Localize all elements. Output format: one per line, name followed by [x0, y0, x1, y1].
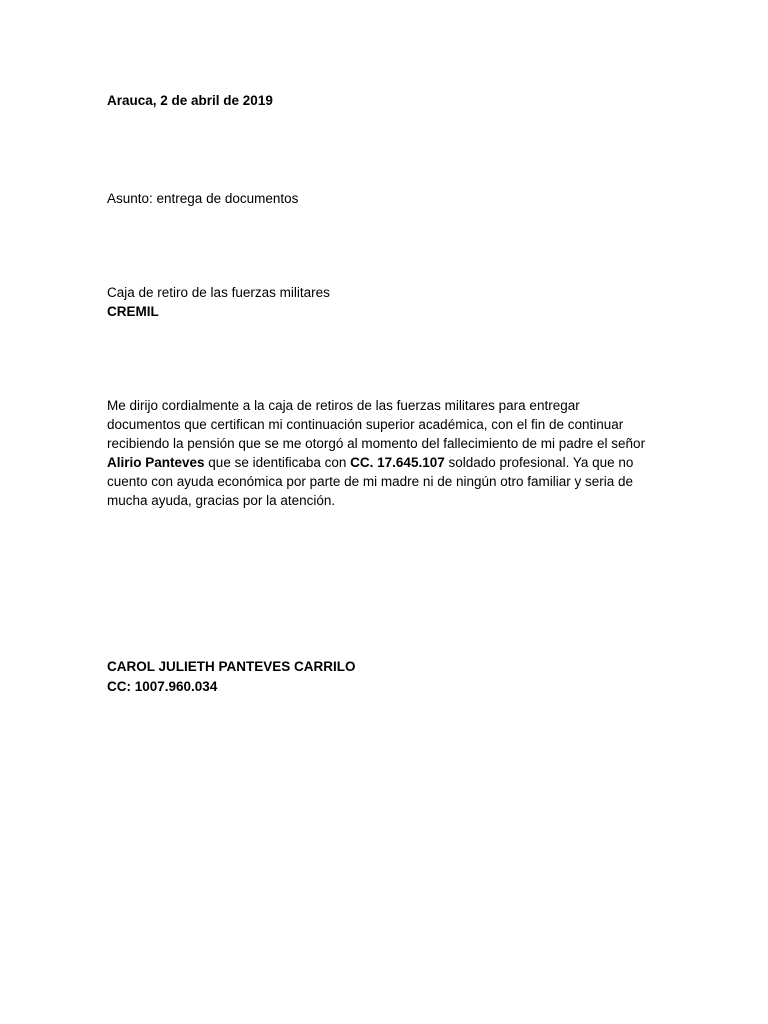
- signer-id: CC: 1007.960.034: [107, 679, 218, 694]
- body-line-3: recibiendo la pensión que se me otorgó al momento del fallecimiento de mi padre el señor: [107, 436, 646, 451]
- letter-body: [107, 396, 667, 510]
- signature-block: [107, 657, 667, 697]
- body-line-5: cuento con ayuda económica por parte de mi madre ni de ningún otro familiar y seria de: [107, 474, 634, 489]
- body-line-4-middle: que se identificaba con: [204, 455, 351, 470]
- body-line-1: Me dirijo cordialmente a la caja de retiros de las fuerzas militares para entregar: [107, 398, 580, 413]
- body-line-4: [107, 453, 667, 472]
- father-id: CC. 17.645.107: [350, 455, 445, 470]
- recipient-acronym: CREMIL: [107, 304, 159, 319]
- body-line-6: mucha ayuda, gracias por la atención.: [107, 493, 336, 508]
- letter-subject: Asunto: entrega de documentos: [107, 191, 299, 206]
- body-line-4-end: soldado profesional. Ya que no: [444, 455, 634, 470]
- recipient-organization: Caja de retiro de las fuerzas militares: [107, 285, 330, 300]
- letter-recipient: [107, 283, 667, 321]
- letter-date: Arauca, 2 de abril de 2019: [107, 93, 273, 108]
- father-name: Alirio Panteves: [107, 455, 205, 470]
- body-line-2: documentos que certifican mi continuación superior académica, con el fin de continuar: [107, 417, 624, 432]
- signer-name: CAROL JULIETH PANTEVES CARRILO: [107, 659, 356, 674]
